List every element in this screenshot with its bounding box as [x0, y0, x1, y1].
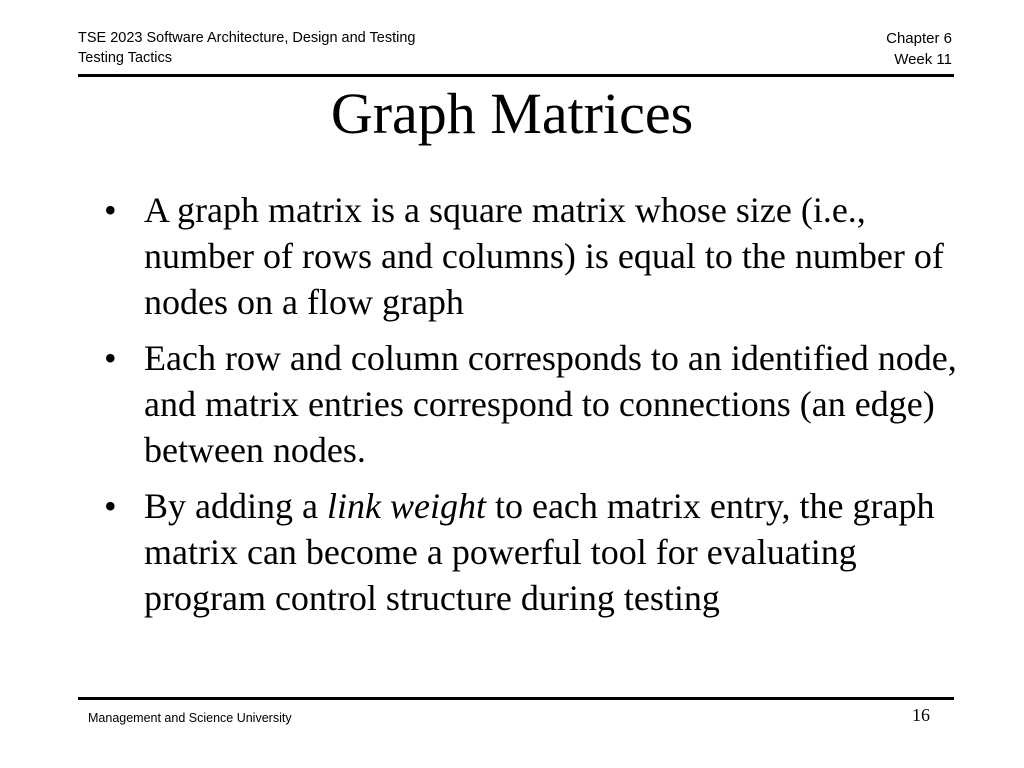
bullet-list [104, 187, 964, 631]
chapter-label: Chapter 6 [886, 30, 952, 47]
bullet-item [104, 335, 964, 473]
page-number: 16 [912, 705, 930, 725]
institution-name: Management and Science University [88, 711, 292, 725]
footer-divider [78, 697, 954, 700]
header-divider [78, 74, 954, 77]
link-weight-emphasis: link weight [326, 486, 486, 526]
bullet-text-before: By adding a [144, 486, 327, 526]
week-label: Week 11 [894, 51, 952, 68]
bullet-item [104, 187, 964, 325]
bullet-text: Each row and column corresponds to an identified node, and matrix entries correspond to connections (an edge) between nodes. [144, 338, 957, 470]
bullet-marker: • [104, 190, 117, 230]
topic-label: Testing Tactics [78, 50, 173, 66]
bullet-marker: • [104, 486, 117, 526]
bullet-text-after: to each matrix entry, the graph matrix can become a powerful tool for evaluating program control structure during testing [144, 486, 935, 618]
course-title: TSE 2023 Software Architecture, Design and Testing [78, 30, 416, 46]
header-right [886, 28, 952, 70]
bullet-marker: • [104, 338, 117, 378]
slide-title: Graph Matrices [330, 81, 694, 146]
bullet-item [104, 483, 964, 621]
bullet-text: A graph matrix is a square matrix whose size (i.e., number of rows and columns) is equal to the number of nodes on a flow graph [144, 190, 944, 322]
header-left [78, 28, 415, 68]
